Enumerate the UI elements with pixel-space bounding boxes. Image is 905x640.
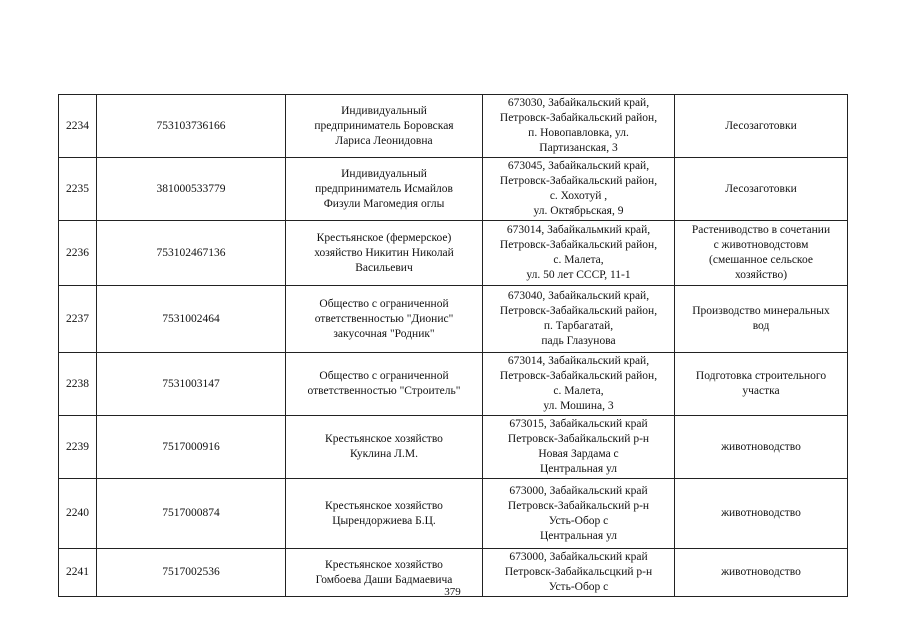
table-row bbox=[59, 416, 848, 479]
row-number: 2237 bbox=[59, 286, 97, 353]
table-row bbox=[59, 158, 848, 221]
table-row bbox=[59, 221, 848, 286]
address-cell: 673014, Забайкальмкий край, Петровск-Забайкальский район, с. Малета, ул. 50 лет СССР, 11-1 bbox=[483, 221, 675, 286]
inn-cell: 753103736166 bbox=[97, 95, 286, 158]
organization-name-cell: Индивидуальный предприниматель Боровская Лариса Леонидовна bbox=[286, 95, 483, 158]
organization-name-cell: Общество с ограниченной ответственностью "Дионис" закусочная "Родник" bbox=[286, 286, 483, 353]
activity-cell: животноводство bbox=[675, 549, 848, 597]
row-number: 2236 bbox=[59, 221, 97, 286]
address-cell: 673015, Забайкальский край Петровск-Забайкальский р-н Новая Зардама с Центральная ул bbox=[483, 416, 675, 479]
inn-cell: 7531002464 bbox=[97, 286, 286, 353]
organization-name-cell: Индивидуальный предприниматель Исмайлов Физули Магомедия оглы bbox=[286, 158, 483, 221]
registry-table bbox=[58, 94, 848, 597]
inn-cell: 7517000874 bbox=[97, 479, 286, 549]
table-row bbox=[59, 479, 848, 549]
activity-cell: Лесозаготовки bbox=[675, 158, 848, 221]
registry-table-body bbox=[59, 95, 848, 597]
row-number: 2235 bbox=[59, 158, 97, 221]
table-row bbox=[59, 353, 848, 416]
table-row bbox=[59, 286, 848, 353]
organization-name-cell: Крестьянское хозяйство Гомбоева Даши Бадмаевича bbox=[286, 549, 483, 597]
address-cell: 673045, Забайкальский край, Петровск-Забайкальский район, с. Хохотуй , ул. Октябрьская, 9 bbox=[483, 158, 675, 221]
activity-cell: животноводство bbox=[675, 416, 848, 479]
address-cell: 673000, Забайкальский край Петровск-Забайкальский р-н Усть-Обор с Центральная ул bbox=[483, 479, 675, 549]
row-number: 2240 bbox=[59, 479, 97, 549]
address-cell: 673040, Забайкальский край, Петровск-Забайкальский район, п. Тарбагатай, падь Глазунова bbox=[483, 286, 675, 353]
organization-name-cell: Общество с ограниченной ответственностью "Строитель" bbox=[286, 353, 483, 416]
address-cell: 673000, Забайкальский край Петровск-Забайкальсцкий р-н Усть-Обор с bbox=[483, 549, 675, 597]
organization-name-cell: Крестьянское (фермерское) хозяйство Никитин Николай Васильевич bbox=[286, 221, 483, 286]
inn-cell: 7517002536 bbox=[97, 549, 286, 597]
row-number: 2241 bbox=[59, 549, 97, 597]
activity-cell: Производство минеральных вод bbox=[675, 286, 848, 353]
address-cell: 673014, Забайкальский край, Петровск-Забайкальский район, с. Малета, ул. Мошина, 3 bbox=[483, 353, 675, 416]
inn-cell: 7531003147 bbox=[97, 353, 286, 416]
organization-name-cell: Крестьянское хозяйство Куклина Л.М. bbox=[286, 416, 483, 479]
table-row bbox=[59, 95, 848, 158]
activity-cell: Лесозаготовки bbox=[675, 95, 848, 158]
activity-cell: животноводство bbox=[675, 479, 848, 549]
row-number: 2234 bbox=[59, 95, 97, 158]
inn-cell: 381000533779 bbox=[97, 158, 286, 221]
activity-cell: Подготовка строительного участка bbox=[675, 353, 848, 416]
inn-cell: 753102467136 bbox=[97, 221, 286, 286]
row-number: 2239 bbox=[59, 416, 97, 479]
organization-name-cell: Крестьянское хозяйство Цырендоржиева Б.Ц. bbox=[286, 479, 483, 549]
activity-cell: Растениводство в сочетании с животноводстовм (смешанное сельское хозяйство) bbox=[675, 221, 848, 286]
page-number: 379 bbox=[444, 586, 461, 598]
address-cell: 673030, Забайкальский край, Петровск-Забайкальский район, п. Новопавловка, ул. Партизанская, 3 bbox=[483, 95, 675, 158]
inn-cell: 7517000916 bbox=[97, 416, 286, 479]
row-number: 2238 bbox=[59, 353, 97, 416]
